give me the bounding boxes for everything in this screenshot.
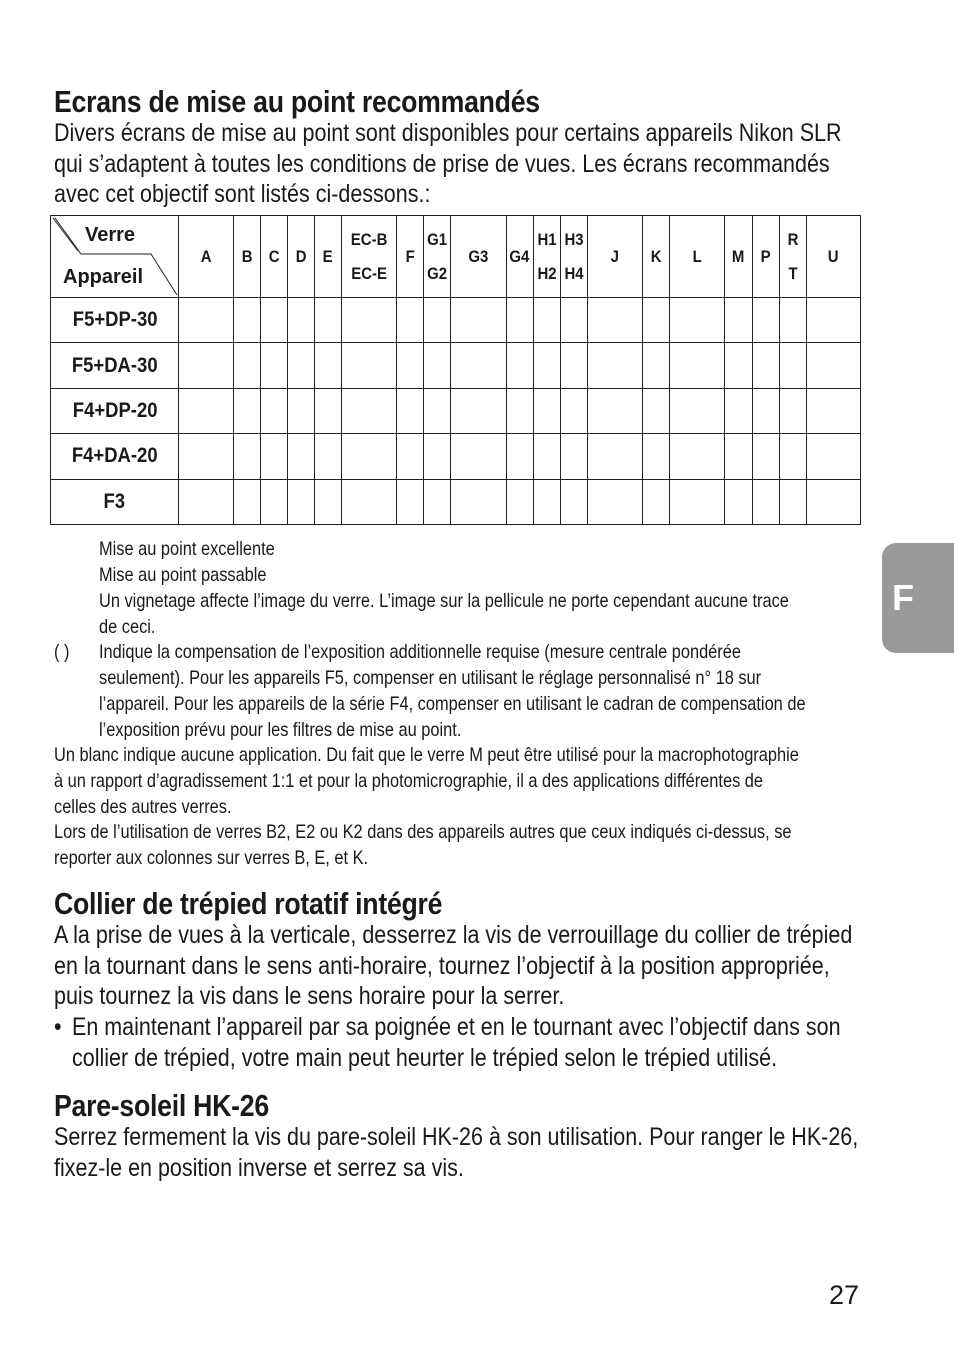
table-cell <box>587 388 642 433</box>
table-corner-cell <box>51 216 179 298</box>
table-cell <box>587 343 642 388</box>
table-cell <box>752 479 779 524</box>
col-header-a: A <box>179 216 233 298</box>
col-header-h1-h2: H1 H2 <box>533 216 560 298</box>
table-cell <box>287 479 314 524</box>
table-cell <box>670 298 725 343</box>
table-cell <box>752 388 779 433</box>
row-header-camera: F5+DA-30 <box>51 343 179 388</box>
table-cell <box>560 298 587 343</box>
table-cell <box>424 479 451 524</box>
table-cell <box>287 434 314 479</box>
legend-paren-text: Indique la compensation de l’exposition additionnelle requise (mesure centrale pondérée seulement). Pour les appareils F5, compenser en utilisant le réglage personnalisé n° 18 sur l’appareil. Pour les appareils de la série F4, compenser en utilisant le cadran de compensation de l’exposition prévu pour les filtres de mise au point. <box>99 641 806 741</box>
table-row <box>51 388 861 433</box>
table-cell <box>806 298 860 343</box>
table-cell <box>451 479 506 524</box>
legend-blank-note: Un blanc indique aucune application. Du fait que le verre M peut être utilisé pour la macrophotographie à un rapport d’agradissement 1:1 et pour la photomicrographie, il a des applications différentes de celles des autres verres. <box>54 744 799 818</box>
table-cell <box>779 298 806 343</box>
page-number: 27 <box>829 1280 860 1310</box>
table-cell <box>670 434 725 479</box>
table-cell <box>806 388 860 433</box>
table-cell <box>260 388 287 433</box>
col-header-k: K <box>643 216 670 298</box>
col-header-r-t: R T <box>779 216 806 298</box>
table-cell <box>424 298 451 343</box>
table-cell <box>725 434 752 479</box>
table-cell <box>314 298 341 343</box>
table-cell <box>233 388 260 433</box>
col-header-g1-g2: G1 G2 <box>424 216 451 298</box>
table-cell <box>397 343 424 388</box>
table-cell <box>806 434 860 479</box>
table-cell <box>670 479 725 524</box>
col-header-j: J <box>587 216 642 298</box>
table-cell <box>779 434 806 479</box>
table-cell <box>560 343 587 388</box>
table-cell <box>560 479 587 524</box>
language-tab <box>882 543 954 653</box>
table-cell <box>287 388 314 433</box>
table-cell <box>179 343 233 388</box>
table-cell <box>260 434 287 479</box>
table-cell <box>533 388 560 433</box>
table-cell <box>424 434 451 479</box>
col-header-e: E <box>314 216 341 298</box>
table-cell <box>342 298 397 343</box>
table-cell <box>397 388 424 433</box>
table-cell <box>314 434 341 479</box>
table-cell <box>179 298 233 343</box>
table-cell <box>779 479 806 524</box>
table-cell <box>342 479 397 524</box>
table-cell <box>752 298 779 343</box>
focusing-screen-table <box>50 215 861 525</box>
table-cell <box>725 479 752 524</box>
col-header-g4: G4 <box>506 216 533 298</box>
table-cell <box>233 434 260 479</box>
col-header-l: L <box>670 216 725 298</box>
table-cell <box>506 388 533 433</box>
table-cell <box>533 343 560 388</box>
section-title-lens-hood: Pare-soleil HK-26 <box>54 1088 269 1123</box>
section1-intro: Divers écrans de mise au point sont disponibles pour certains appareils Nikon SLR qui s’adaptent à toutes les conditions de prise de vues. Les écrans recommandés avec cet objectif sont listés ci-dessons.: <box>54 119 842 208</box>
table-cell <box>451 434 506 479</box>
table-cell <box>260 343 287 388</box>
col-header-d: D <box>287 216 314 298</box>
section2-bullet-text: En maintenant l’appareil par sa poignée et en le tournant avec l’objectif dans son collier de trépied, votre main peut heurter le trépied selon le trépied utilisé. <box>72 1013 841 1072</box>
table-cell <box>506 298 533 343</box>
legend-excellent: Mise au point excellente <box>99 538 275 560</box>
table-cell <box>397 434 424 479</box>
table-cell <box>587 434 642 479</box>
col-header-c: C <box>260 216 287 298</box>
col-header-g3: G3 <box>451 216 506 298</box>
table-cell <box>752 434 779 479</box>
table-cell <box>560 434 587 479</box>
table-cell <box>506 479 533 524</box>
table-cell <box>643 388 670 433</box>
col-header-ec: EC-B EC-E <box>342 216 397 298</box>
table-cell <box>506 434 533 479</box>
table-row <box>51 298 861 343</box>
table-cell <box>587 479 642 524</box>
table-cell <box>587 298 642 343</box>
table-cell <box>233 479 260 524</box>
table-row <box>51 434 861 479</box>
table-cell <box>806 479 860 524</box>
table-cell <box>533 434 560 479</box>
table-cell <box>506 343 533 388</box>
table-cell <box>643 343 670 388</box>
legend-vignetting: Un vignetage affecte l’image du verre. L’image sur la pellicule ne porte cependant aucune trace de ceci. <box>99 590 789 638</box>
table-cell <box>342 343 397 388</box>
table-cell <box>643 479 670 524</box>
corner-label-verre: Verre <box>85 224 136 246</box>
table-cell <box>643 434 670 479</box>
table-cell <box>179 434 233 479</box>
table-cell <box>342 388 397 433</box>
table-cell <box>725 343 752 388</box>
table-cell <box>424 343 451 388</box>
table-cell <box>806 343 860 388</box>
table-cell <box>451 298 506 343</box>
section3-body: Serrez fermement la vis du pare-soleil HK-26 à son utilisation. Pour ranger le HK-26, fixez-le en position inverse et serrez sa vis. <box>54 1123 859 1182</box>
row-header-camera: F3 <box>51 479 179 524</box>
table-cell <box>314 343 341 388</box>
section-title-focusing-screens: Ecrans de mise au point recommandés <box>54 84 540 119</box>
table-cell <box>424 388 451 433</box>
legend-b2-note: Lors de l’utilisation de verres B2, E2 ou K2 dans des appareils autres que ceux indiqués ci-dessus, se reporter aux colonnes sur verres B, E, et K. <box>54 821 792 869</box>
col-header-b: B <box>233 216 260 298</box>
table-cell <box>533 298 560 343</box>
table-cell <box>560 388 587 433</box>
legend-paren-symbol: ( ) <box>54 641 70 663</box>
table-cell <box>287 343 314 388</box>
table-cell <box>314 388 341 433</box>
bullet-marker: • <box>54 1013 62 1041</box>
table-cell <box>179 479 233 524</box>
table-cell <box>451 388 506 433</box>
table-cell <box>397 298 424 343</box>
table-cell <box>260 479 287 524</box>
language-tab-letter: F <box>892 577 914 618</box>
legend-passable: Mise au point passable <box>99 564 267 586</box>
table-cell <box>779 388 806 433</box>
col-header-m: M <box>725 216 752 298</box>
table-header-row <box>51 216 861 298</box>
table-cell <box>451 343 506 388</box>
col-header-f: F <box>397 216 424 298</box>
table-cell <box>233 298 260 343</box>
table-cell <box>725 298 752 343</box>
row-header-camera: F4+DA-20 <box>51 434 179 479</box>
table-cell <box>314 479 341 524</box>
col-header-p: P <box>752 216 779 298</box>
table-cell <box>397 479 424 524</box>
table-row <box>51 343 861 388</box>
table-row <box>51 479 861 524</box>
table-cell <box>643 298 670 343</box>
table-cell <box>779 343 806 388</box>
table-cell <box>233 343 260 388</box>
table-cell <box>260 298 287 343</box>
col-header-u: U <box>806 216 860 298</box>
table-cell <box>287 298 314 343</box>
table-cell <box>752 343 779 388</box>
table-cell <box>533 479 560 524</box>
corner-label-appareil: Appareil <box>63 266 144 288</box>
row-header-camera: F5+DP-30 <box>51 298 179 343</box>
section2-body: A la prise de vues à la verticale, desserrez la vis de verrouillage du collier de trépied en la tournant dans le sens anti-horaire, tournez l’objectif à la position appropriée, puis tournez la vis dans le sens horaire pour la serrer. <box>54 921 853 1010</box>
section-title-tripod-collar: Collier de trépied rotatif intégré <box>54 886 443 921</box>
col-header-h3-h4: H3 H4 <box>560 216 587 298</box>
table-cell <box>342 434 397 479</box>
table-cell <box>179 388 233 433</box>
table-cell <box>670 388 725 433</box>
row-header-camera: F4+DP-20 <box>51 388 179 433</box>
table-cell <box>670 343 725 388</box>
table-cell <box>725 388 752 433</box>
